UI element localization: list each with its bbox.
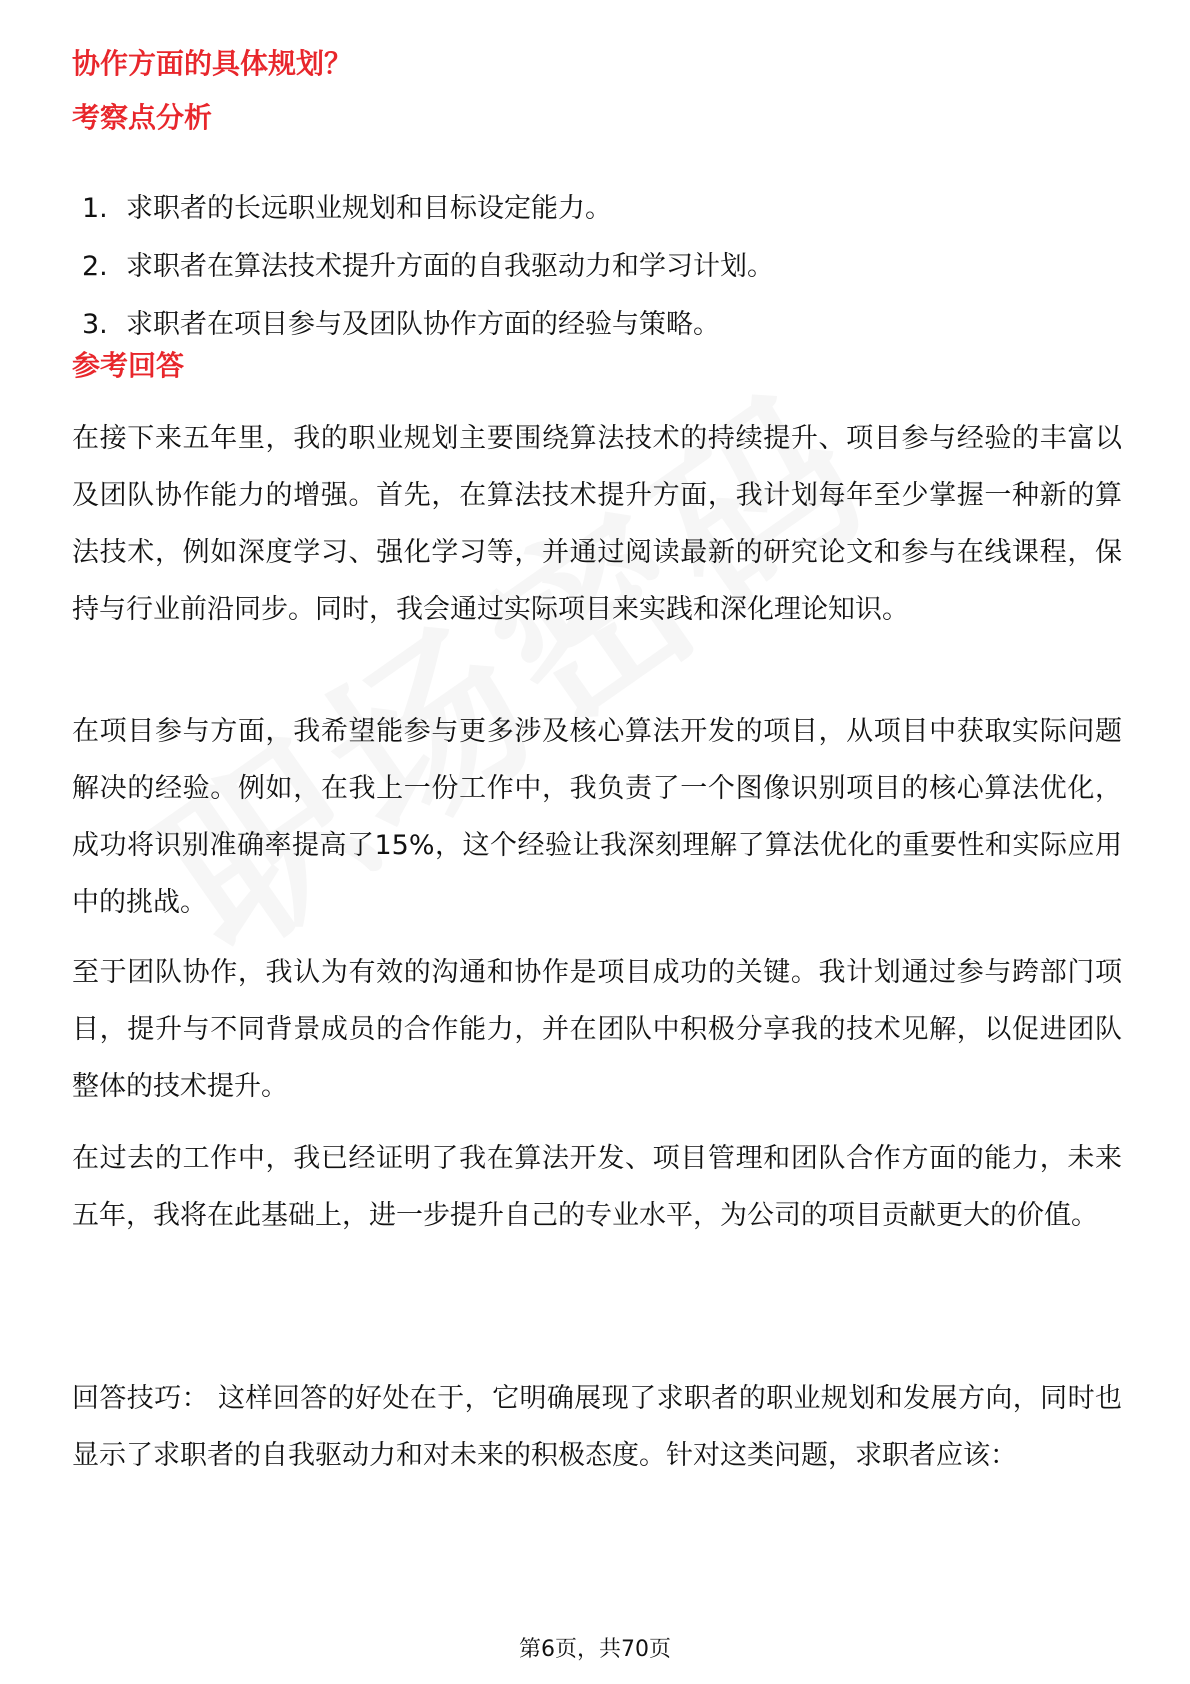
question-title: 协作方面的具体规划？ (72, 47, 353, 80)
analysis-heading: 考察点分析 (72, 101, 213, 134)
list-item-text: 求职者在项目参与及团队协作方面的经验与策略。 (126, 309, 720, 340)
list-item-number: 3. (82, 309, 108, 340)
answer-paragraph: 在接下来五年里，我的职业规划主要围绕算法技术的持续提升、项目参与经验的丰富以及团队协作能力的增强。首先，在算法技术提升方面，我计划每年至少掌握一种新的算法技术，例如深度学习、强化学习等，并通过阅读最新的研究论文和参与在线课程，保持与行业前沿同步。同时，我会通过实际项目来实践和深化理论知识。 (72, 423, 1122, 625)
answer-paragraph: 至于团队协作，我认为有效的沟通和协作是项目成功的关键。我计划通过参与跨部门项目，提升与不同背景成员的合作能力，并在团队中积极分享我的技术见解，以促进团队整体的技术提升。 (72, 957, 1122, 1102)
list-item (82, 180, 774, 238)
list-item-text: 求职者在算法技术提升方面的自我驱动力和学习计划。 (126, 251, 774, 282)
page-number-footer: 第6页，共70页 (519, 1637, 671, 1662)
answer-heading: 参考回答 (72, 349, 185, 382)
answer-paragraph: 在项目参与方面，我希望能参与更多涉及核心算法开发的项目，从项目中获取实际问题解决的经验。例如，在我上一份工作中，我负责了一个图像识别项目的核心算法优化，成功将识别准确率提高了15%，这个经验让我深刻理解了算法优化的重要性和实际应用中的挑战。 (72, 716, 1122, 918)
list-item (82, 296, 774, 354)
list-item-number: 2. (82, 251, 108, 282)
answer-paragraph: 在过去的工作中，我已经证明了我在算法开发、项目管理和团队合作方面的能力，未来五年，我将在此基础上，进一步提升自己的专业水平，为公司的项目贡献更大的价值。 (72, 1143, 1122, 1231)
list-item (82, 238, 774, 296)
analysis-list (82, 180, 774, 354)
list-item-number: 1. (82, 193, 108, 224)
answer-tips-paragraph: 回答技巧： 这样回答的好处在于，它明确展现了求职者的职业规划和发展方向，同时也显示了求职者的自我驱动力和对未来的积极态度。针对这类问题，求职者应该： (72, 1383, 1122, 1471)
list-item-text: 求职者的长远职业规划和目标设定能力。 (126, 193, 612, 224)
